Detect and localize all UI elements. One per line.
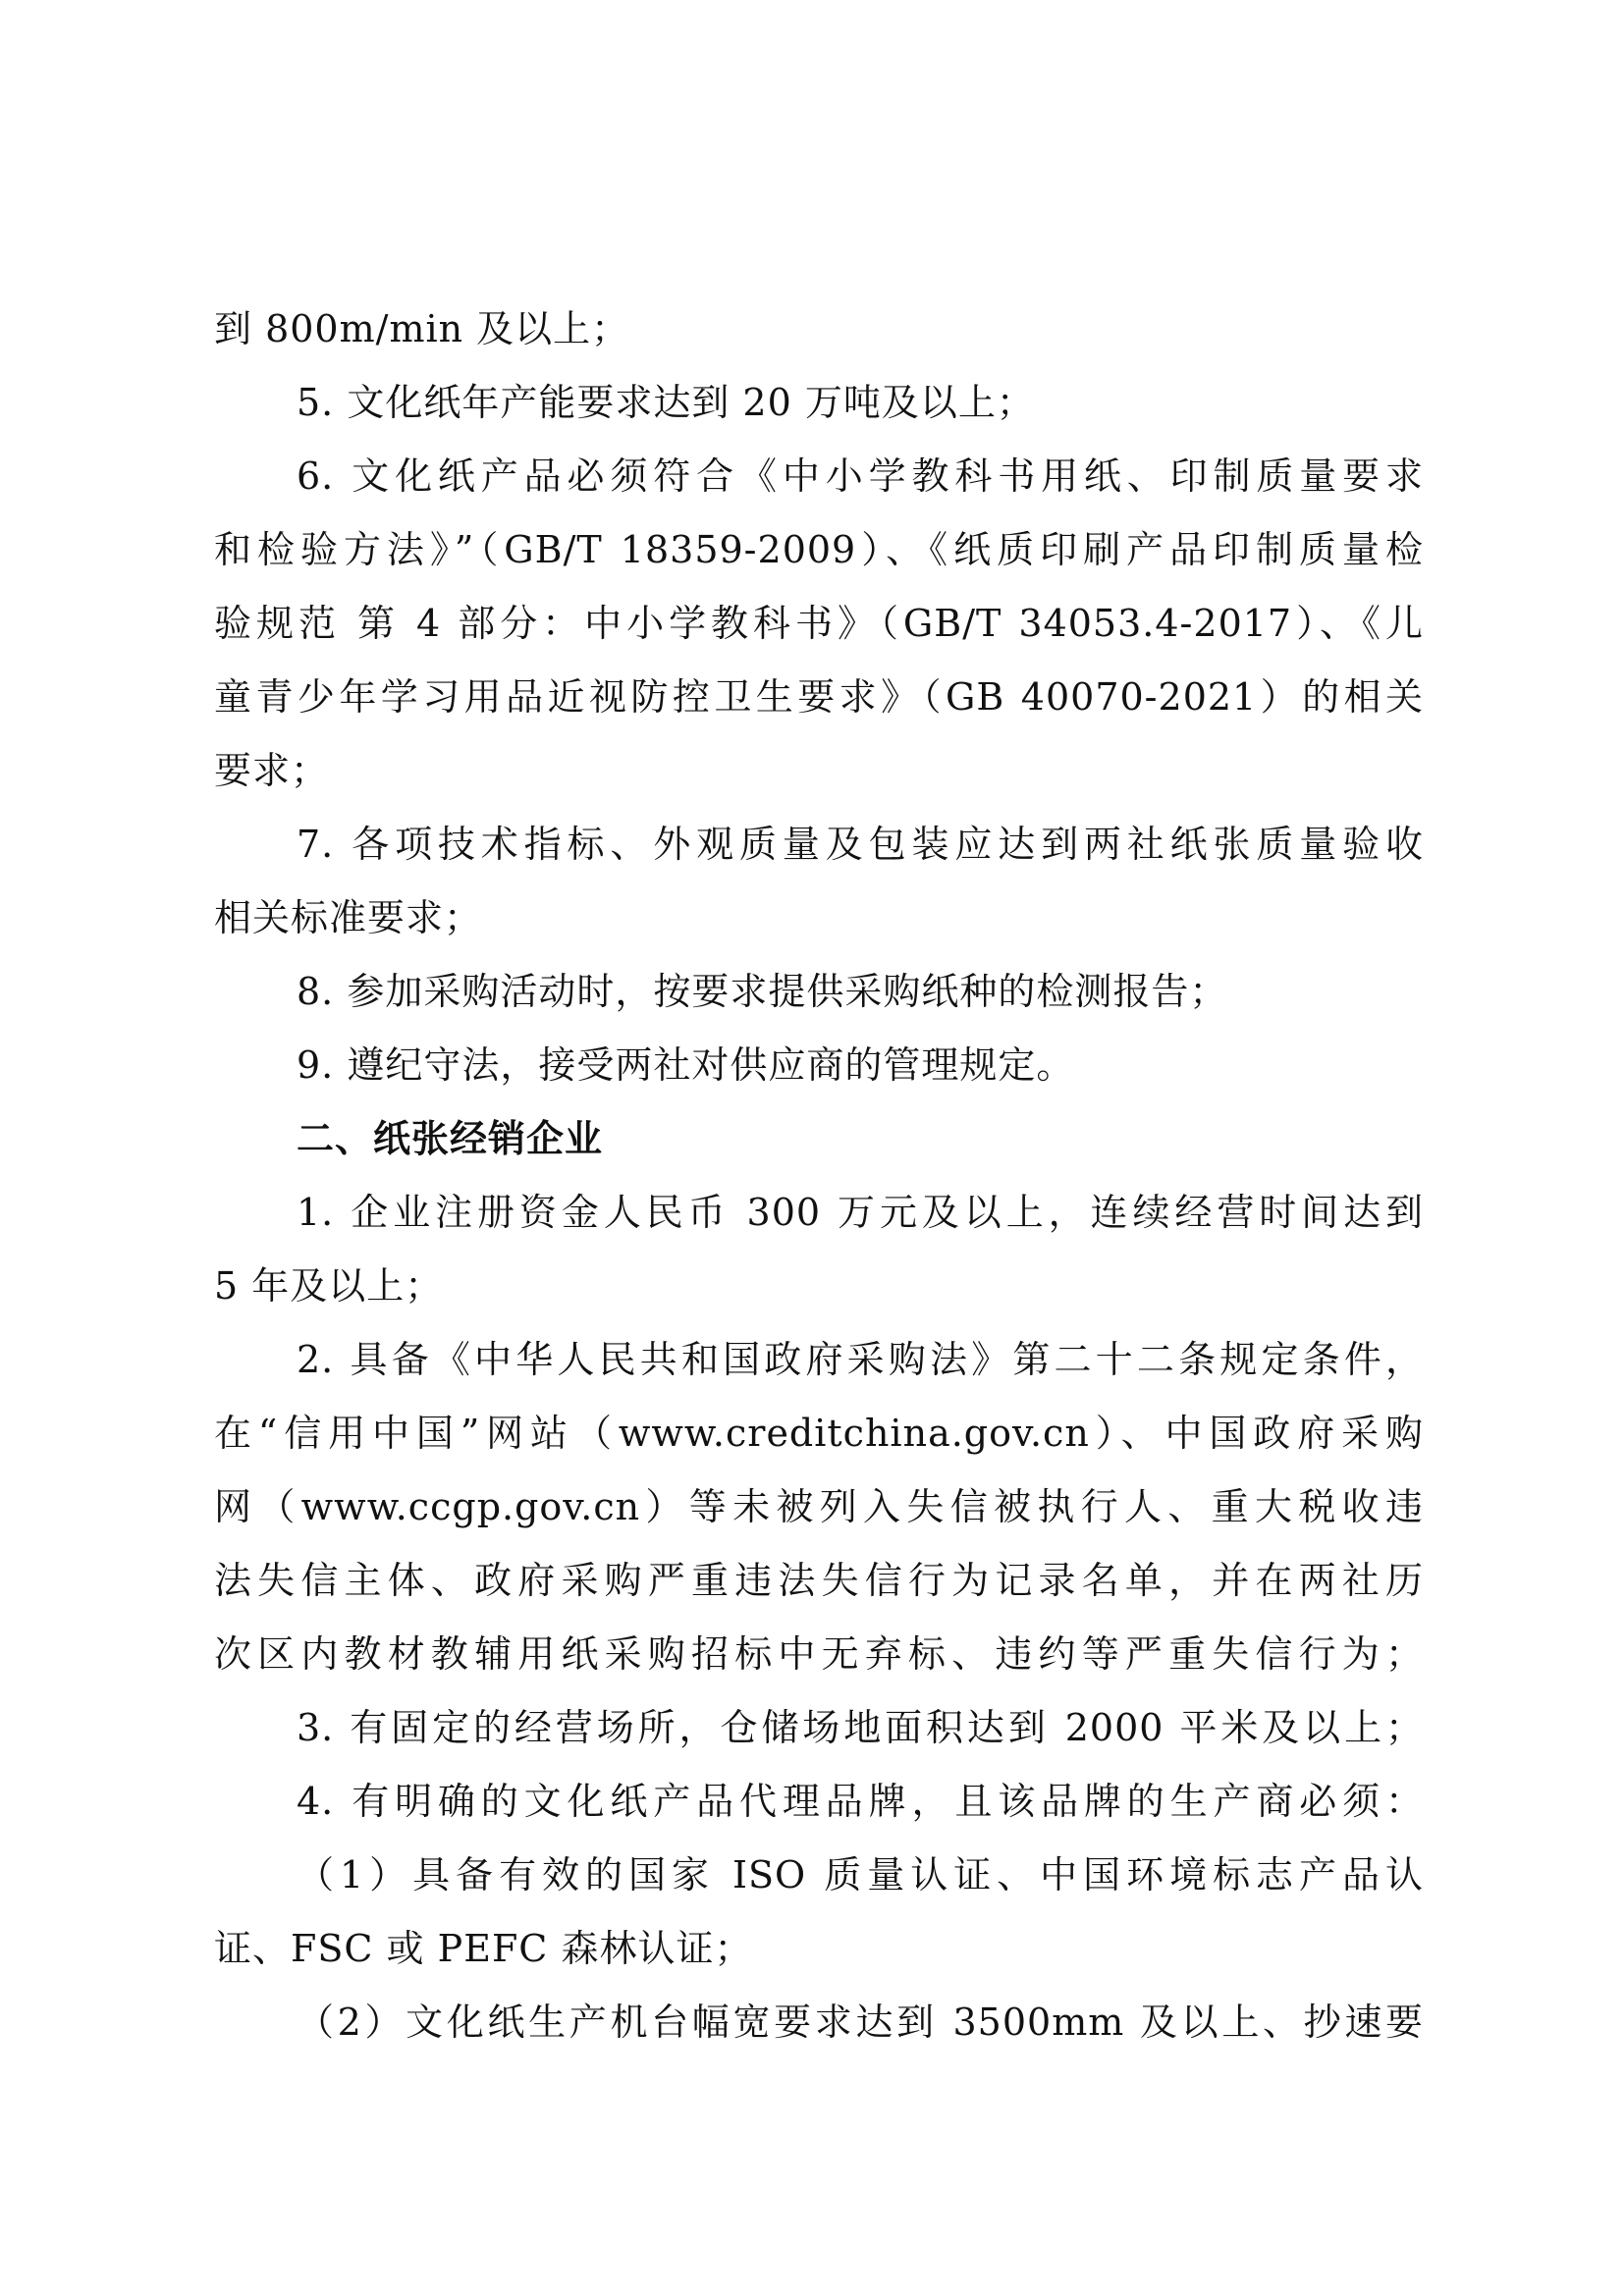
text-line: 7. 各项技术指标、外观质量及包装应达到两社纸张质量验收 <box>297 823 1424 866</box>
text-line: 3. 有固定的经营场所，仓储场地面积达到 2000 平米及以上； <box>297 1706 1424 1749</box>
text-line: 6. 文化纸产品必须符合《中小学教科书用纸、印制质量要求 <box>297 454 1424 498</box>
text-line: 5 年及以上； <box>214 1264 444 1308</box>
text-line: 要求； <box>214 749 330 792</box>
text-line: 在“信用中国”网站（www.creditchina.gov.cn）、中国政府采购 <box>214 1412 1424 1455</box>
text-line: 9. 遵纪守法，接受两社对供应商的管理规定。 <box>297 1043 1075 1087</box>
text-line: （1）具备有效的国家 ISO 质量认证、中国环境标志产品认 <box>297 1853 1424 1896</box>
text-line: 2. 具备《中华人民共和国政府采购法》第二十二条规定条件， <box>297 1338 1424 1381</box>
text-line: 8. 参加采购活动时，按要求提供采购纸种的检测报告； <box>297 970 1228 1013</box>
text-line: 法失信主体、政府采购严重违法失信行为记录名单，并在两社历 <box>214 1559 1424 1602</box>
text-line: 相关标准要求； <box>214 896 483 939</box>
text-line: 5. 文化纸年产能要求达到 20 万吨及以上； <box>297 381 1035 424</box>
text-line: 网（www.ccgp.gov.cn）等未被列入失信被执行人、重大税收违 <box>214 1485 1424 1528</box>
document-page <box>214 293 1424 2059</box>
text-line: 4. 有明确的文化纸产品代理品牌，且该品牌的生产商必须： <box>297 1780 1424 1823</box>
section-heading: 二、纸张经销企业 <box>297 1117 604 1160</box>
text-line: 和检验方法》”（GB/T 18359-2009）、《纸质印刷产品印制质量检 <box>214 528 1424 571</box>
text-line: 1. 企业注册资金人民币 300 万元及以上，连续经营时间达到 <box>297 1191 1424 1234</box>
text-line: 次区内教材教辅用纸采购招标中无弃标、违约等严重失信行为； <box>214 1632 1424 1676</box>
text-line: 到 800m/min 及以上； <box>214 307 630 350</box>
text-line: （2）文化纸生产机台幅宽要求达到 3500mm 及以上、抄速要 <box>297 2001 1424 2044</box>
text-line: 证、FSC 或 PEFC 森林认证； <box>214 1927 753 1970</box>
text-line: 验规范 第 4 部分：中小学教科书》（GB/T 34053.4-2017）、《儿 <box>214 602 1424 645</box>
text-line: 童青少年学习用品近视防控卫生要求》（GB 40070-2021）的相关 <box>214 675 1424 719</box>
